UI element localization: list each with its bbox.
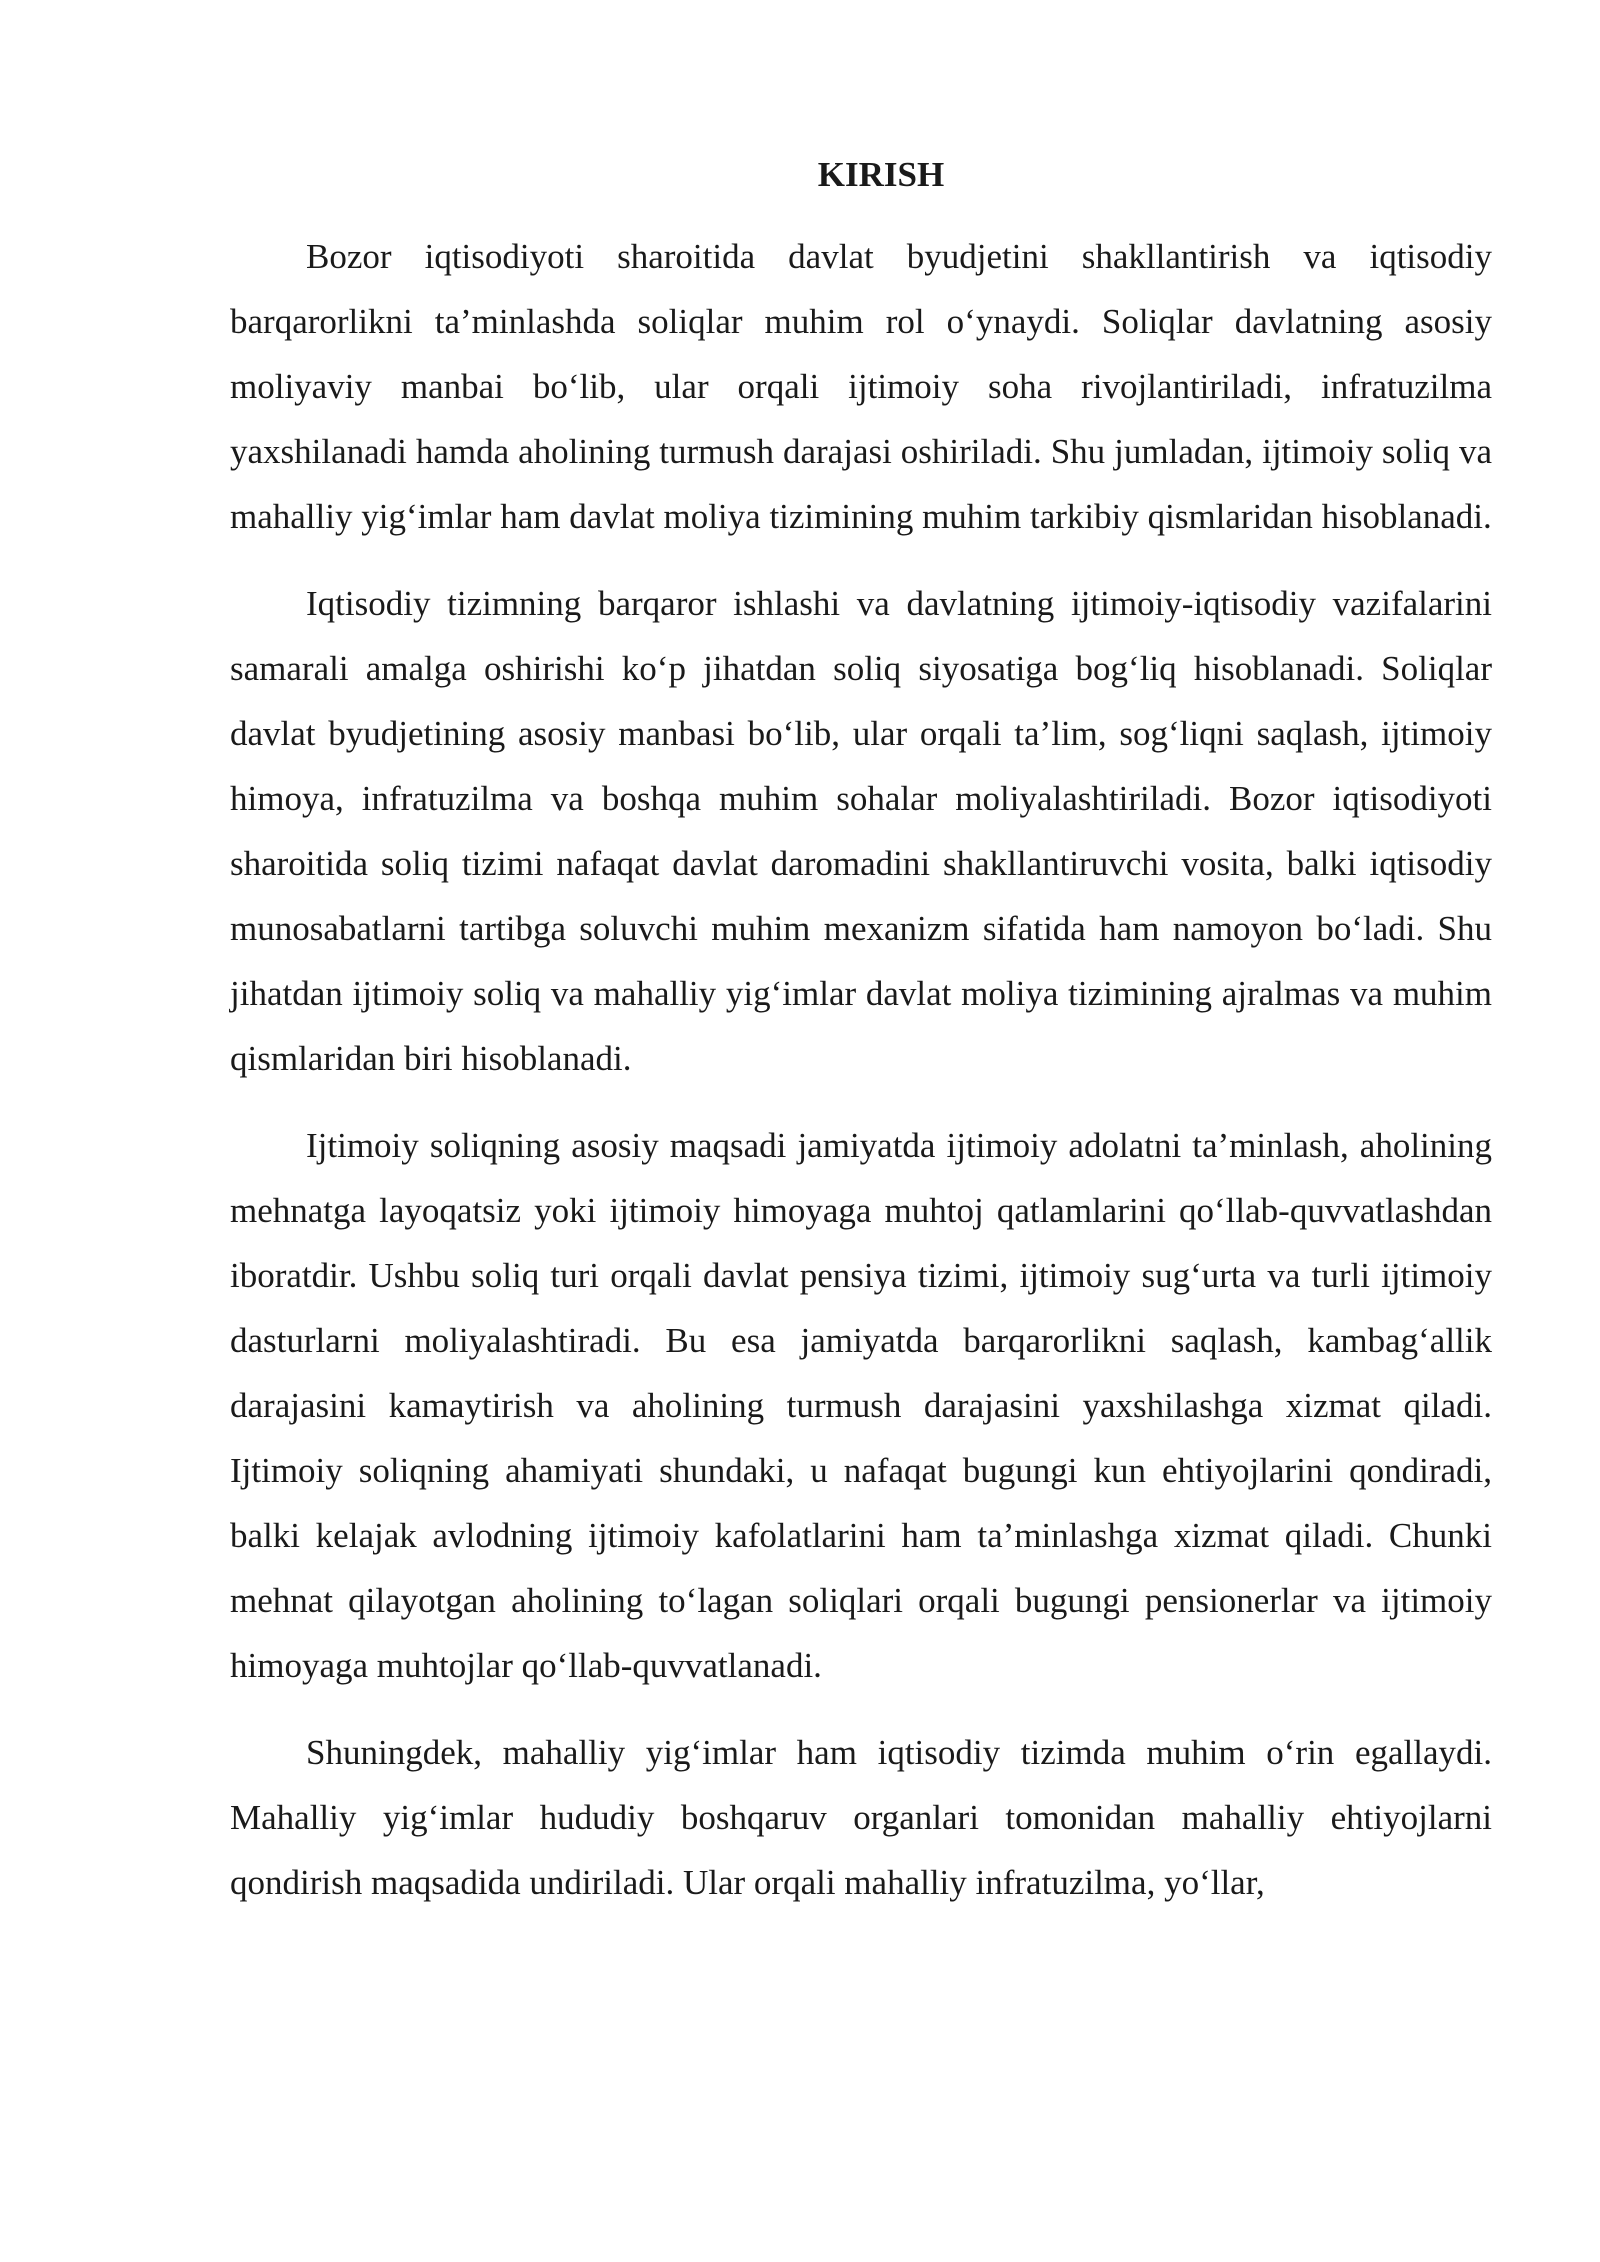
paragraph-2: Iqtisodiy tizimning barqaror ishlashi va davlatning ijtimoiy-iqtisodiy vazifalarini samarali amalga oshirishi ko‘p jihatdan soliq siyosatiga bog‘liq hisoblanadi. Soliqlar davlat byudjetining asosiy manbasi bo‘lib, ular orqali ta’lim, sog‘liqni saqlash, ijtimoiy himoya, infratuzilma va boshqa muhim sohalar moliyalashtiriladi. Bozor iqtisodiyoti sharoitida soliq tizimi nafaqat davlat daromadini shakllantiruvchi vosita, balki iqtisodiy munosabatlarni tartibga soluvchi muhim mexanizm sifatida ham namoyon bo‘ladi. Shu jihatdan ijtimoiy soliq va mahalliy yig‘imlar davlat moliya tizimining ajralmas va muhim qismlaridan biri hisoblanadi.	[230, 584, 1492, 1078]
page-title: KIRISH	[817, 155, 945, 194]
paragraph-4: Shuningdek, mahalliy yig‘imlar ham iqtisodiy tizimda muhim o‘rin egallaydi. Mahalliy yig‘imlar hududiy boshqaruv organlari tomonidan mahalliy ehtiyojlarni qondirish maqsadida undiriladi. Ular orqali mahalliy infratuzilma, yo‘llar,	[230, 1733, 1492, 1902]
paragraph-1: Bozor iqtisodiyoti sharoitida davlat byudjetini shakllantirish va iqtisodiy barqarorlikni ta’minlashda soliqlar muhim rol o‘ynaydi. Soliqlar davlatning asosiy moliyaviy manbai bo‘lib, ular orqali ijtimoiy soha rivojlantiriladi, infratuzilma yaxshilanadi hamda aholining turmush darajasi oshiriladi. Shu jumladan, ijtimoiy soliq va mahalliy yig‘imlar ham davlat moliya tizimining muhim tarkibiy qismlaridan hisoblanadi.	[230, 237, 1492, 536]
paragraph-3: Ijtimoiy soliqning asosiy maqsadi jamiyatda ijtimoiy adolatni ta’minlash, aholining mehnatga layoqatsiz yoki ijtimoiy himoyaga muhtoj qatlamlarini qo‘llab-quvvatlashdan iboratdir. Ushbu soliq turi orqali davlat pensiya tizimi, ijtimoiy sug‘urta va turli ijtimoiy dasturlarni moliyalashtiradi. Bu esa jamiyatda barqarorlikni saqlash, kambag‘allik darajasini kamaytirish va aholining turmush darajasini yaxshilashga xizmat qiladi. Ijtimoiy soliqning ahamiyati shundaki, u nafaqat bugungi kun ehtiyojlarini qondiradi, balki kelajak avlodning ijtimoiy kafolatlarini ham ta’minlashga xizmat qiladi. Chunki mehnat qilayotgan aholining to‘lagan soliqlari orqali bugungi pensionerlar va ijtimoiy himoyaga muhtojlar qo‘llab-quvvatlanadi.	[230, 1126, 1492, 1685]
document-page	[230, 150, 1492, 1937]
